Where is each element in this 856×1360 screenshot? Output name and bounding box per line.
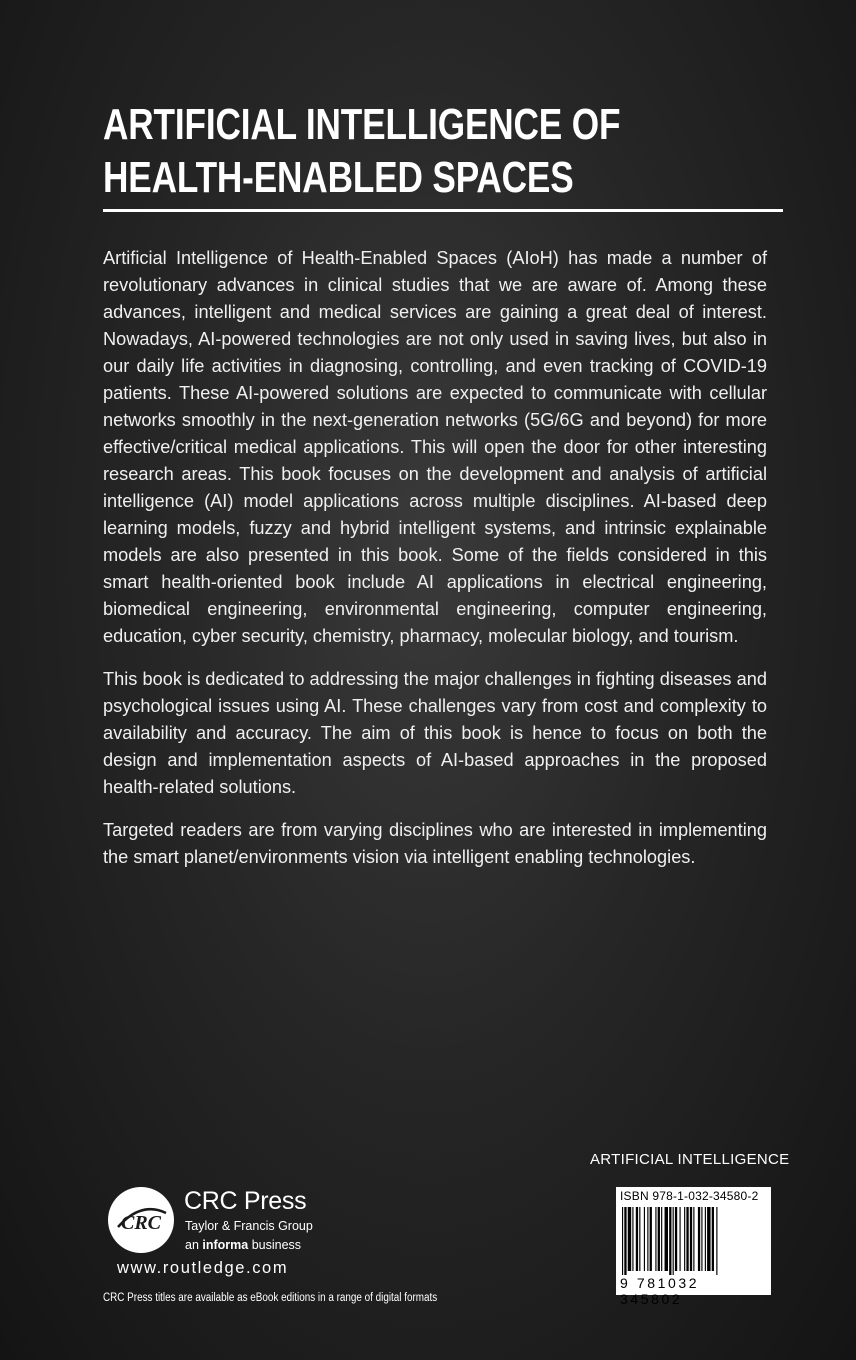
- barcode-bar: [624, 1207, 626, 1275]
- barcode-bar: [686, 1207, 688, 1271]
- barcode-bar: [675, 1207, 677, 1271]
- book-title: [103, 98, 655, 204]
- barcode-bar: [712, 1207, 714, 1271]
- barcode-bar: [650, 1207, 652, 1271]
- barcode-bar: [701, 1207, 702, 1271]
- barcode-bar: [655, 1207, 656, 1271]
- business-brand: informa: [202, 1238, 249, 1252]
- barcode-bar: [707, 1207, 710, 1271]
- barcode-bar: [639, 1207, 640, 1271]
- barcode-bar: [636, 1207, 638, 1271]
- barcode-bar: [658, 1207, 660, 1271]
- barcode-bar: [693, 1207, 694, 1271]
- barcode-bar: [673, 1207, 674, 1275]
- barcode-bar: [680, 1207, 681, 1271]
- barcode-bar: [698, 1207, 700, 1271]
- book-description: [103, 245, 767, 887]
- description-paragraph-3: Targeted readers are from varying disciplines who are interested in implementing the smart planet/environments vision via intelligent enabling technologies.: [103, 820, 767, 867]
- subject-category: ARTIFICIAL INTELLIGENCE: [590, 1151, 790, 1168]
- barcode-bar: [632, 1207, 633, 1271]
- barcode-bar: [665, 1207, 668, 1271]
- crc-logo-icon: [108, 1187, 174, 1253]
- barcode-bar: [644, 1207, 645, 1271]
- barcode-bar: [661, 1207, 662, 1271]
- business-suffix: business: [251, 1238, 302, 1252]
- ebook-availability-note: CRC Press titles are available as eBook editions in a range of digital formats: [103, 1292, 438, 1304]
- book-title-line-2: HEALTH-ENABLED SPACES: [103, 153, 574, 202]
- crc-logo-lettering: CRC: [120, 1212, 162, 1234]
- barcode-digits: 9 781032 345802: [620, 1275, 700, 1307]
- barcode-bar: [628, 1207, 631, 1271]
- barcode-bar: [622, 1207, 623, 1275]
- barcode-bar: [647, 1207, 648, 1271]
- description-paragraph-1: Artificial Intelligence of Health-Enabled Spaces (AIoH) has made a number of revolutionary advances in clinical studies that we are aware of. Among these advances, intelligent and medical services are gaining a great deal of interest. Nowadays, AI-powered technologies are not only used in saving lives, but also in our daily life activities in diagnosing, controlling, and even tracking of COVID-19 patients. These AI-powered solutions are expected to communicate with cellular networks smoothly in the next-generation networks (5G/6G and beyond) for more effective/critical medical applications. This will open the door for other interesting research areas. This book focuses on the development and analysis of artificial intelligence (AI) model applications across multiple disciplines. AI-based deep learning models, fuzzy and hybrid intelligent systems, and intrinsic explainable models are also presented in this book. Some of the fields considered in this smart health-oriented book include AI applications in electrical engineering, biomedical engineering, environmental engineering, computer engineering, education, cyber security, chemistry, pharmacy, molecular biology, and tourism.: [103, 248, 767, 646]
- barcode-bar: [684, 1207, 685, 1271]
- business-prefix: an: [185, 1238, 199, 1252]
- crc-press-logo: [108, 1187, 174, 1253]
- book-title-line-1: ARTIFICIAL INTELLIGENCE OF: [103, 100, 621, 149]
- publisher-group: Taylor & Francis Group: [185, 1219, 313, 1233]
- title-divider: [103, 209, 783, 212]
- publisher-website: www.routledge.com: [117, 1259, 289, 1277]
- barcode-bar: [669, 1207, 671, 1275]
- publisher-name: CRC Press: [184, 1187, 307, 1215]
- barcode-bar: [705, 1207, 706, 1271]
- barcode-bar: [716, 1207, 717, 1275]
- description-paragraph-2: This book is dedicated to addressing the major challenges in fighting diseases and psychological issues using AI. These challenges vary from cost and complexity to availability and accuracy. The aim of this book is hence to focus on both the design and implementation aspects of AI-based approaches in the proposed health-related solutions.: [103, 669, 767, 797]
- barcode-bar: [690, 1207, 692, 1271]
- barcode-icon: [622, 1207, 765, 1275]
- publisher-business-line: [185, 1238, 301, 1252]
- isbn-barcode: [616, 1187, 771, 1307]
- isbn-label: ISBN 978-1-032-34580-2: [620, 1189, 759, 1203]
